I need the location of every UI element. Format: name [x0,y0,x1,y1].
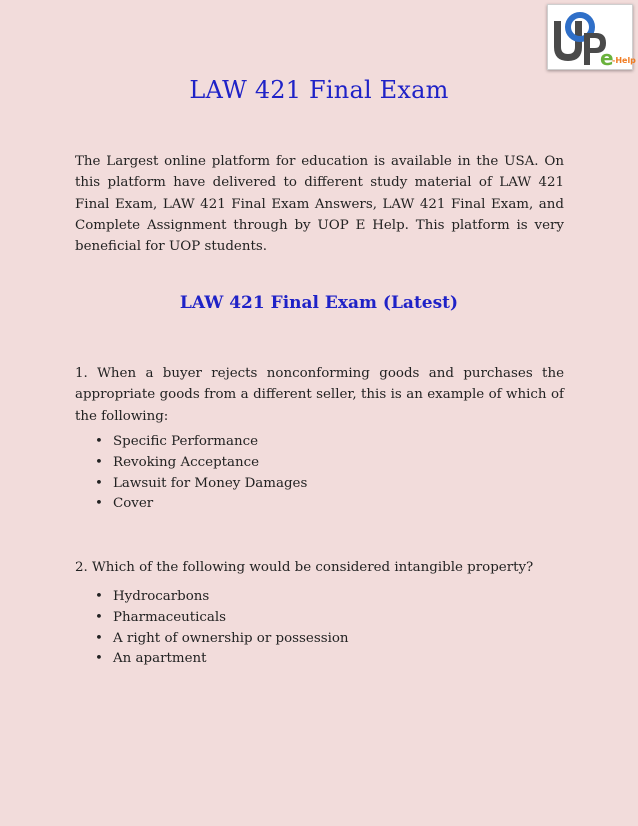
bullet-icon: • [95,475,103,491]
list-item [95,474,308,495]
option-label: Pharmaceuticals [113,609,227,625]
bullet-icon: • [95,589,103,604]
option-label: Hydrocarbons [113,589,210,604]
list-item [95,453,307,474]
option-label: A right of ownership or possession [113,630,349,646]
list-item [95,629,349,650]
bullet-icon: • [95,454,103,470]
bullet-icon: • [95,609,103,625]
bullet-icon: • [95,630,103,646]
list-item [95,432,307,453]
list-item [95,608,349,629]
option-label: Revoking Acceptance [113,454,260,470]
page-title: LAW 421 Final Exam [189,76,449,104]
bullet-icon: • [95,434,103,449]
question-2-options [95,587,349,670]
list-item [95,649,349,670]
bullet-icon: • [95,496,103,512]
option-label: Cover [113,496,154,512]
logo-help-text: -Help [612,56,636,65]
logo-e-letter: e [600,46,614,70]
uop-logo-graphic [548,5,636,70]
question-2-text: 2. Which of the following would be considered intangible property? [75,560,534,575]
option-label: Specific Performance [113,434,259,449]
question-1-options [95,432,308,515]
section-subtitle: LAW 421 Final Exam (Latest) [179,293,459,313]
intro-paragraph: The Largest online platform for education is available in the USA. On this platform have delivered to different study material of LAW 421 Final Exam, LAW 421 Final Exam Answers, LAW 421 Final Exam, and Complete Assignment through by UOP E Help. This platform is very beneficial for UOP students. [75,154,564,255]
question-1-text: 1. When a buyer rejects nonconforming goods and purchases the appropriate goods from a different seller, this is an example of which of the following: [75,366,564,424]
option-label: Lawsuit for Money Damages [113,475,308,491]
list-item [95,494,307,515]
list-item [95,587,349,608]
uop-ehelp-logo [547,4,636,70]
bullet-icon: • [95,651,103,667]
option-label: An apartment [113,651,207,667]
